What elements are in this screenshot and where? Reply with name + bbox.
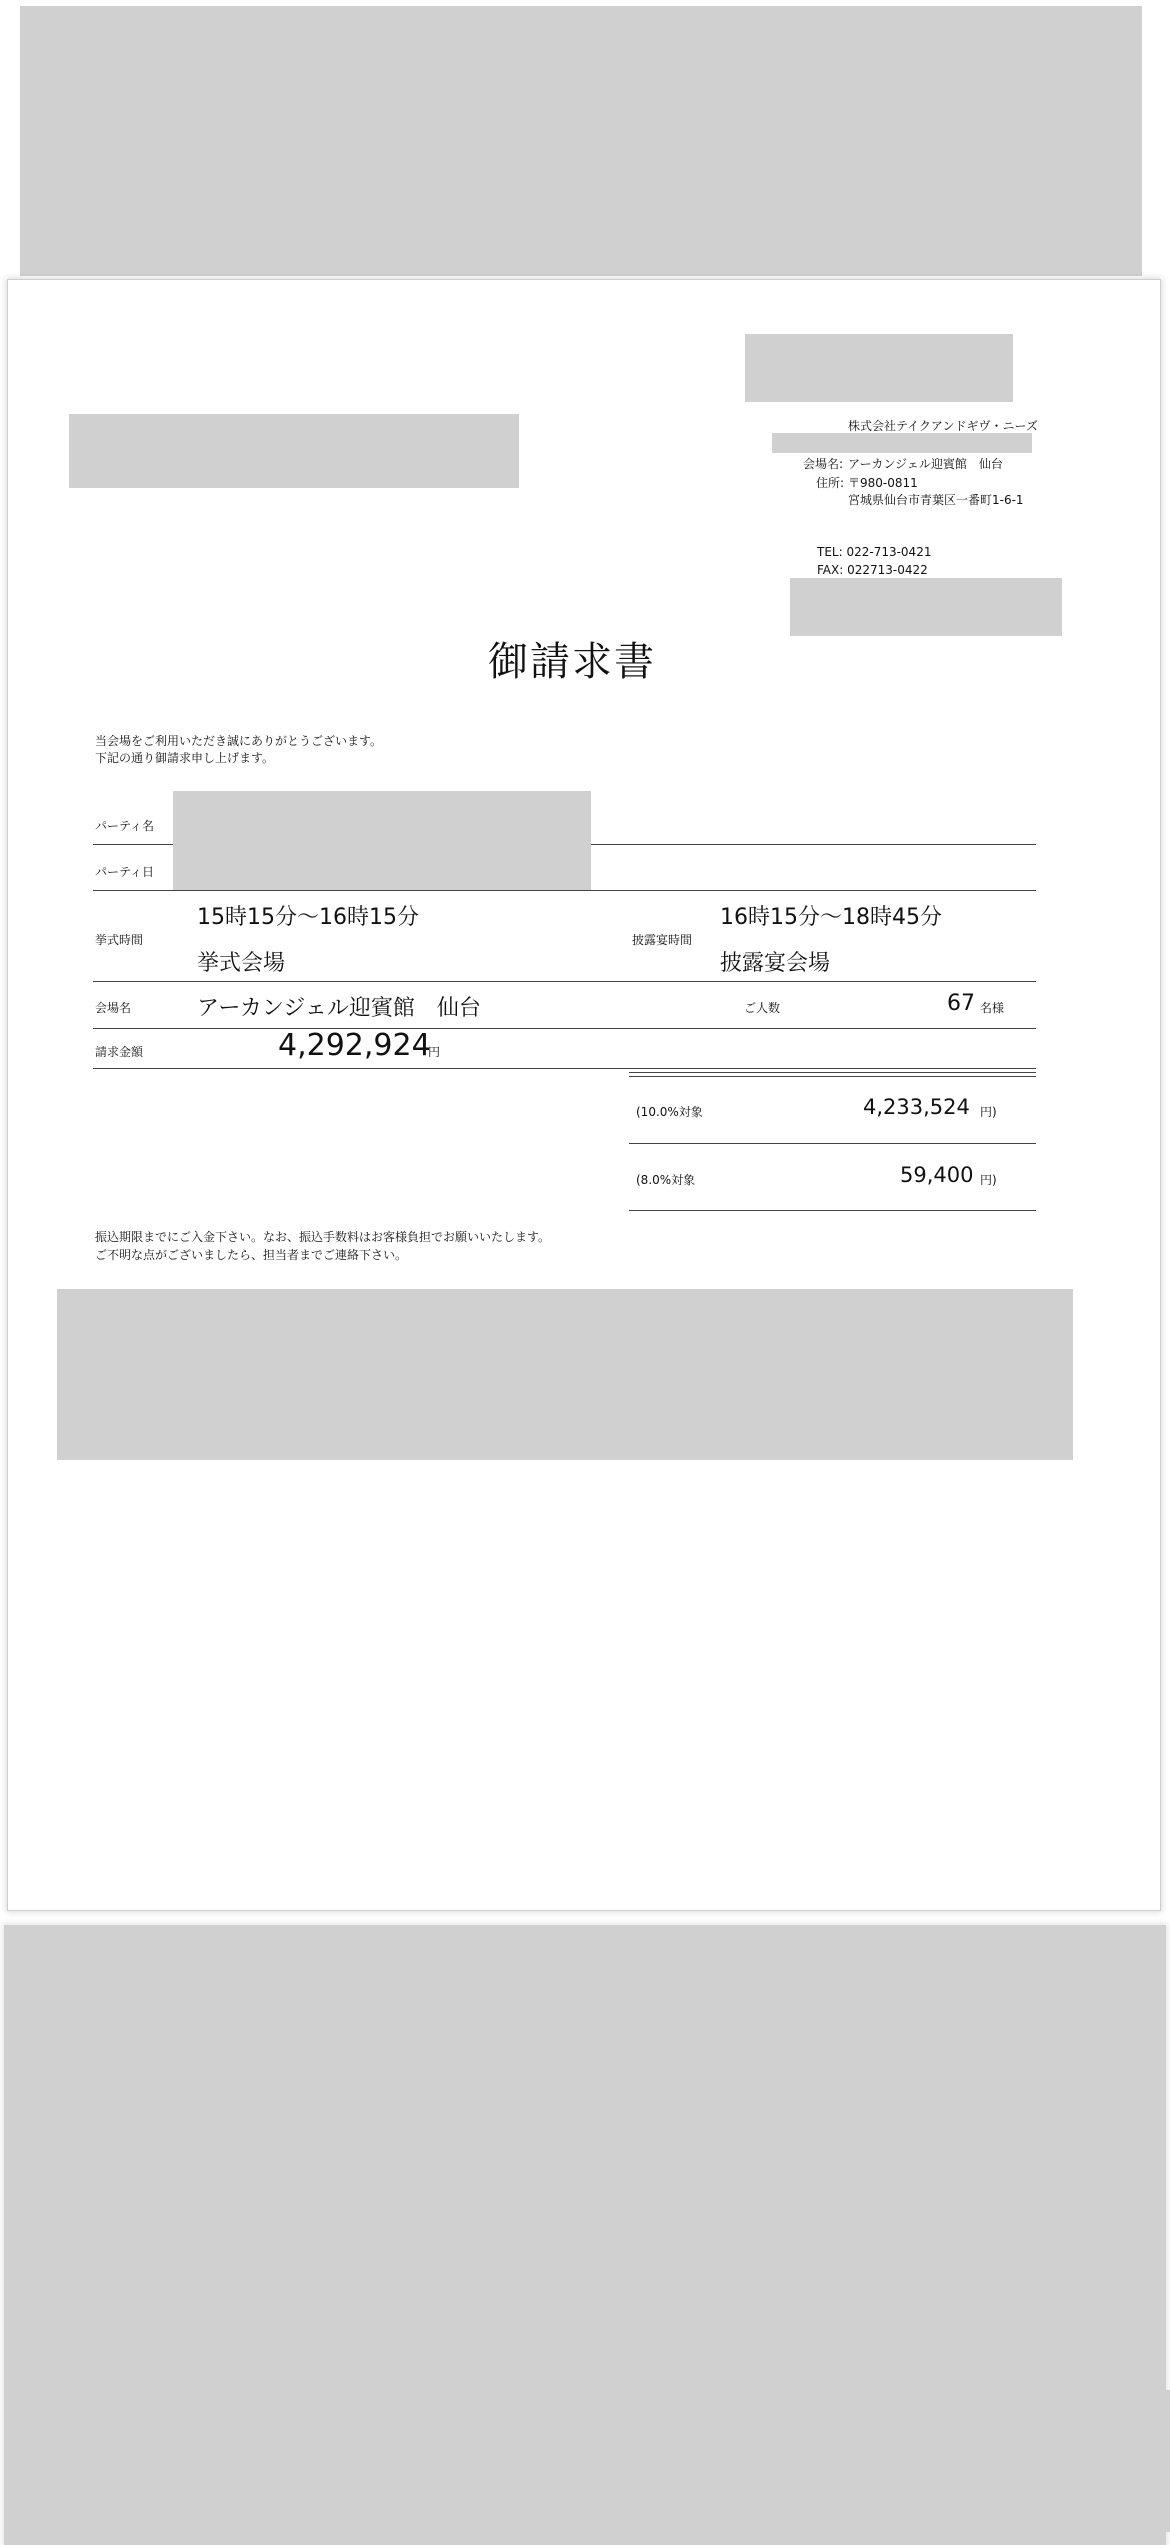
guests-label: ご人数: [744, 1001, 781, 1015]
issuer-venue-value: アーカンジェル迎賓館 仙台: [848, 457, 1003, 471]
ceremony-time-label: 挙式時間: [95, 933, 144, 947]
divider: [93, 1028, 1036, 1029]
redacted-header-block: [20, 6, 1142, 276]
reception-place: 披露宴会場: [720, 951, 831, 976]
redacted-bank-details: [57, 1289, 1073, 1460]
redacted-issuer-stamp: [790, 578, 1062, 636]
redacted-third-page: [14, 2390, 1170, 2532]
document-title: 御請求書: [488, 639, 656, 685]
greeting-line-1: 当会場をご利用いただき誠にありがとうございます。: [95, 734, 383, 748]
invoice-page: [8, 280, 1160, 1910]
issuer-fax: FAX: 022713-0422: [817, 563, 928, 577]
party-name-label: パーティ名: [95, 819, 155, 833]
divider: [629, 1143, 1036, 1144]
redacted-recipient-name: [69, 414, 519, 488]
divider: [93, 890, 1036, 891]
venue-value: アーカンジェル迎賓館 仙台: [197, 996, 481, 1021]
issuer-company: 株式会社テイクアンドギヴ・ニーズ: [848, 419, 1038, 433]
divider: [629, 1076, 1036, 1077]
divider: [93, 844, 173, 845]
guests-value: 67: [947, 991, 975, 1016]
reception-time: 16時15分～18時45分: [720, 905, 942, 930]
reception-time-label: 披露宴時間: [632, 933, 693, 947]
tax10-unit: 円): [980, 1105, 997, 1119]
venue-label: 会場名: [95, 1001, 132, 1015]
tax10-label: (10.0%対象: [636, 1105, 703, 1119]
redacted-party-details: [173, 791, 591, 891]
divider: [629, 1072, 1036, 1073]
amount-label: 請求金額: [95, 1045, 144, 1059]
issuer-address-label: 住所:: [816, 476, 845, 490]
tax10-value: 4,233,524: [863, 1095, 970, 1119]
party-date-label: パーティ日: [95, 865, 155, 879]
issuer-venue-label: 会場名:: [803, 457, 844, 471]
issuer-address: 宮城県仙台市青葉区一番町1-6-1: [848, 493, 1024, 507]
tax8-label: (8.0%対象: [636, 1173, 696, 1187]
footer-line-2: ご不明な点がございましたら、担当者までご連絡下さい。: [95, 1248, 408, 1262]
tax8-value: 59,400: [900, 1163, 974, 1187]
ceremony-time: 15時15分～16時15分: [197, 905, 419, 930]
redacted-company-logo: [745, 334, 1013, 402]
footer-line-1: 振込期限までにご入金下さい。なお、振込手数料はお客様負担でお願いいたします。: [95, 1230, 551, 1244]
issuer-tel: TEL: 022-713-0421: [817, 545, 932, 559]
divider: [629, 1210, 1036, 1211]
amount-unit: 円: [428, 1045, 441, 1059]
redacted-issuer-line: [772, 433, 1032, 453]
guests-unit: 名様: [980, 1001, 1005, 1015]
issuer-postal: 〒980-0811: [848, 476, 918, 490]
greeting-line-2: 下記の通り御請求申し上げます。: [95, 751, 275, 765]
divider: [93, 1068, 1036, 1069]
divider: [591, 844, 1036, 845]
divider: [93, 981, 1036, 982]
ceremony-place: 挙式会場: [197, 951, 286, 976]
amount-value: 4,292,924: [278, 1028, 431, 1063]
tax8-unit: 円): [980, 1173, 997, 1187]
